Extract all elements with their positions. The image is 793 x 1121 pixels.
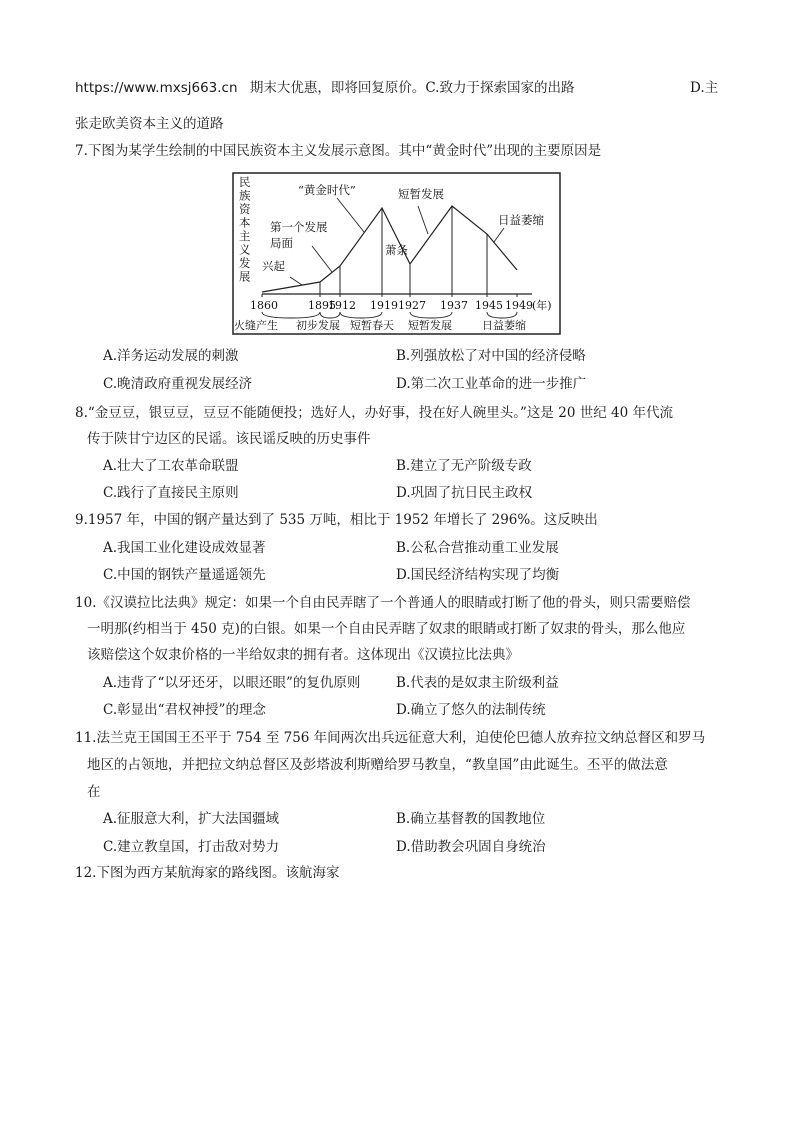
question-9-option-d: D.国民经济结构实现了均衡	[396, 567, 560, 583]
brace-2	[320, 312, 340, 318]
period-3: 短暂春天	[350, 319, 394, 332]
brace-5	[487, 312, 517, 318]
y-axis-label-char: 展	[239, 269, 251, 284]
label-golden: “黄金时代”	[298, 183, 356, 197]
label-xiaotiao: 萧条	[385, 243, 408, 257]
question-8-option-b: B.建立了无产阶级专政	[396, 458, 532, 474]
year-label-1937: 1937	[440, 299, 468, 312]
question-7-stem: 7.下图为某学生绘制的中国民族资本主义发展示意图。其中“黄金时代”出现的主要原因是	[75, 143, 602, 159]
question-11-option-d: D.借助教会巩固自身统治	[396, 839, 546, 855]
question-7-option-b: B.列强放松了对中国的经济侵略	[396, 348, 586, 364]
question-6-option-d-cont: 张走欧美资本主义的道路	[75, 116, 224, 132]
label-diyige-2: 局面	[270, 236, 293, 250]
promo-text: 期末大优惠，即将回复原价。	[249, 80, 426, 96]
y-axis-label-char: 发	[239, 256, 251, 270]
y-axis-label	[239, 175, 251, 284]
year-unit: (年)	[532, 299, 552, 312]
question-12-stem: 12.下图为西方某航海家的路线图。该航海家	[75, 865, 340, 881]
question-6-option-c: C.致力于探索国家的出路	[425, 80, 575, 96]
arrow-riyi	[494, 228, 504, 242]
question-9-option-c: C.中国的钢铁产量遥遥领先	[103, 567, 266, 583]
question-9-option-a: A.我国工业化建设成效显著	[103, 540, 266, 556]
year-tick-labels	[250, 299, 533, 312]
label-diyige-1: 第一个发展	[270, 220, 328, 234]
arrow-golden	[337, 198, 364, 232]
year-label-1895: 1895	[308, 299, 336, 312]
question-8-option-c: C.践行了直接民主原则	[103, 485, 239, 501]
arrow-diyige	[312, 246, 332, 272]
year-label-1860: 1860	[250, 299, 278, 312]
question-10-option-d: D.确立了悠久的法制传统	[396, 702, 546, 718]
y-axis-label-char: 民	[239, 175, 251, 189]
year-label-1912: 1912	[328, 299, 356, 312]
y-axis-label-char: 本	[239, 215, 251, 230]
question-6-option-d: D.主	[690, 80, 719, 96]
question-8-option-d: D.巩固了抗日民主政权	[396, 485, 533, 501]
question-8-option-a: A.壮大了工农革命联盟	[103, 458, 239, 474]
period-1: 火缝产生	[234, 319, 278, 332]
question-11-stem-line-3: 在	[87, 784, 101, 800]
arrow-duanzan	[418, 206, 428, 234]
brace-4	[410, 312, 452, 318]
period-2: 初步发展	[296, 319, 340, 332]
question-10-option-b: B.代表的是奴隶主阶级利益	[396, 675, 559, 691]
question-8-stem-line-2: 传于陕甘宁边区的民谣。该民谣反映的历史事件	[87, 431, 371, 447]
label-xingqi: 兴起	[262, 259, 285, 273]
capitalism-development-diagram	[232, 172, 561, 335]
brace-3	[340, 312, 382, 318]
question-9-option-b: B.公私合营推动重工业发展	[396, 540, 559, 556]
y-axis-label-char: 主	[239, 229, 251, 243]
question-10-option-a: A.违背了“以牙还牙，以眼还眼”的复仇原则	[103, 675, 361, 691]
question-11-option-a: A.征服意大利，扩大法国疆域	[103, 811, 280, 827]
period-5: 日益萎缩	[482, 319, 526, 332]
y-axis-label-char: 族	[239, 188, 251, 203]
question-7-option-d: D.第二次工业革命的进一步推广	[396, 376, 587, 392]
question-10-option-c: C.彰显出“君权神授”的理念	[103, 702, 266, 718]
question-7-option-a: A.洋务运动发展的刺激	[103, 348, 239, 364]
y-axis-label-char: 义	[239, 242, 251, 257]
brace-1	[262, 312, 320, 318]
question-8-stem-line-1: 8.“金豆豆，银豆豆，豆豆不能随便投；选好人，办好事，投在好人碗里头。”这是 20 世纪 40 年代流	[75, 405, 673, 421]
year-label-1949: 1949	[505, 299, 533, 312]
question-9-stem: 9.1957 年，中国的钢产量达到了 535 万吨，相比于 1952 年增长了 296%。这反映出	[75, 512, 598, 528]
question-11-stem-line-1: 11.法兰克王国国王丕平于 754 至 756 年间两次出兵远征意大利，迫使伦巴德人放弃拉文纳总督区和罗马	[75, 730, 706, 746]
y-axis-label-char: 资	[239, 202, 251, 216]
question-10-stem-line-3: 该赔偿这个奴隶价格的一半给奴隶的拥有者。这体现出《汉谟拉比法典》	[87, 647, 519, 663]
period-4: 短暂发展	[408, 319, 452, 332]
question-11-option-b: B.确立基督教的国教地位	[396, 811, 546, 827]
question-10-stem-line-2: 一明那(约相当于 450 克)的白银。如果一个自由民弄瞎了奴隶的眼睛或打断了奴隶的骨头，那么他应	[87, 621, 686, 637]
year-label-1919: 1919	[370, 299, 398, 312]
question-7-option-c: C.晚清政府重视发展经济	[103, 376, 253, 392]
question-11-option-c: C.建立教皇国，打击敌对势力	[103, 839, 280, 855]
label-duanzan: 短暂发展	[398, 187, 444, 201]
year-label-1945: 1945	[475, 299, 503, 312]
header-line	[75, 79, 574, 97]
label-riyi: 日益萎缩	[498, 213, 544, 227]
source-url: https://www.mxsj663.cn	[75, 80, 238, 96]
question-11-stem-line-2: 地区的占领地，并把拉文纳总督区及彭塔波利斯赠给罗马教皇，“教皇国”由此诞生。丕平的做法意	[87, 757, 668, 773]
year-label-1927: 1927	[398, 299, 426, 312]
question-10-stem-line-1: 10.《汉谟拉比法典》规定：如果一个自由民弄瞎了一个普通人的眼睛或打断了他的骨头，则只需要赔偿	[75, 595, 691, 611]
arrow-xingqi	[290, 277, 302, 285]
